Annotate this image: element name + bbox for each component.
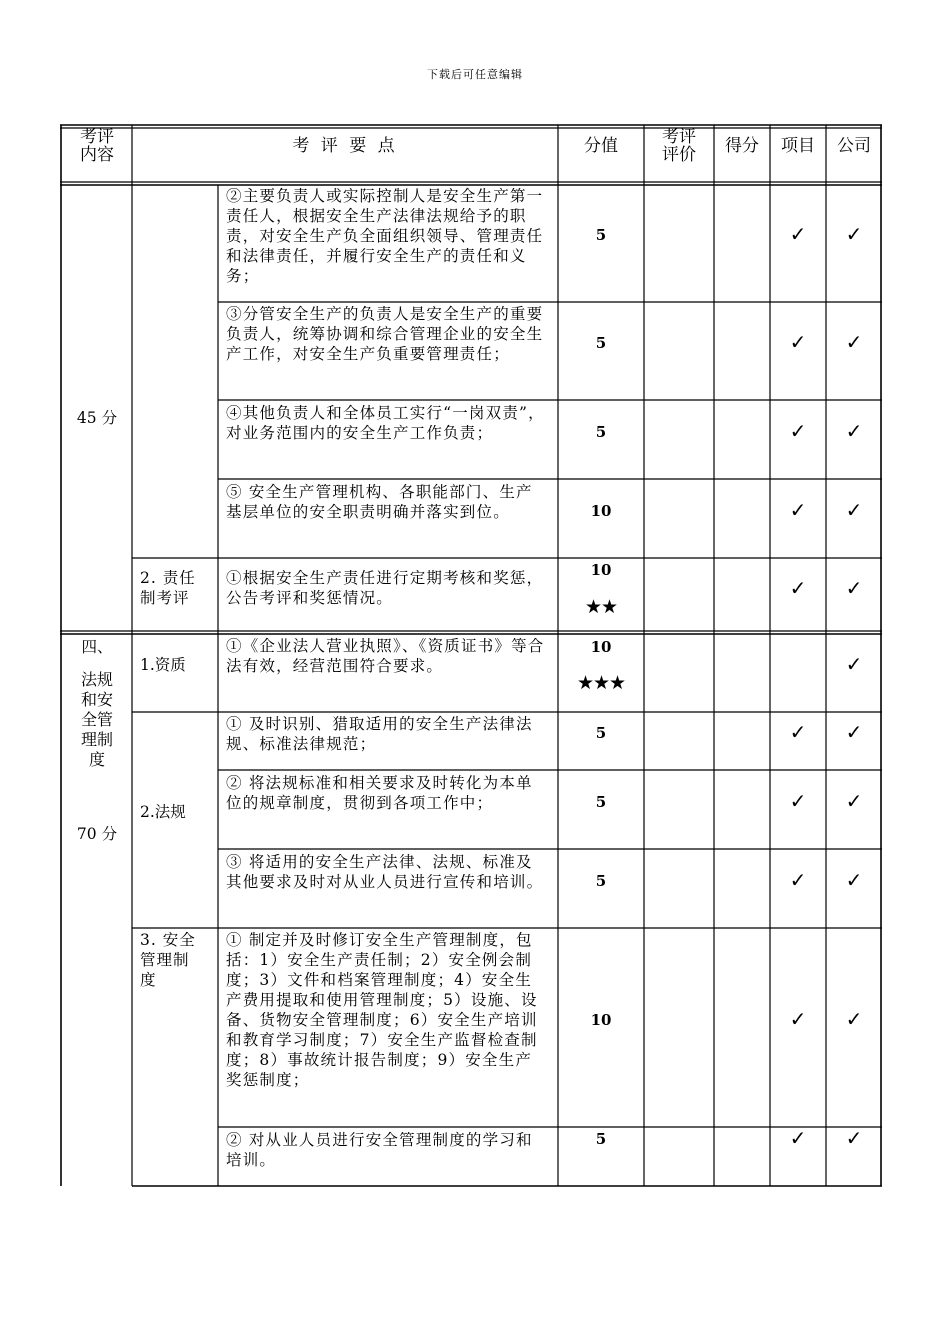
assessment-item: ③分管安全生产的负责人是安全生产的重要负责人，统筹协调和综合管理企业的安全生产工作，对安全生产负重要管理责任； [226,305,544,363]
score-value: 5 [595,226,607,244]
score-value: 5 [595,872,607,890]
assessment-item: ① 制定并及时修订安全生产管理制度，包括：1）安全生产责任制；2）安全例会制度；3）文件和档案管理制度；4）安全生产费用提取和使用管理制度；5）设施、设备、货物安全管理制度；6）安全生产培训和教育学习制度；7）安全生产监督检查制度；8）事故统计报告制度；9）安全生产奖惩制度； [226,931,538,1089]
page-header-note: 下载后可任意编辑 [427,68,523,81]
company-check-icon: ✓ [845,1007,863,1031]
company-check-icon: ✓ [845,720,863,744]
header-points-key: 考 评 要 点 [292,136,398,156]
score-value: 5 [595,1130,607,1148]
assessment-item: ①《企业法人营业执照》、《资质证书》等合法有效，经营范围符合要求。 [226,637,545,675]
score-value: 10 [590,561,612,579]
company-check-icon: ✓ [845,868,863,892]
star-rating: ★★★ [576,672,626,694]
company-check-icon: ✓ [845,498,863,522]
section-total: 70 分 [76,825,118,843]
header-content: 考评 内容 [80,127,114,165]
header-evaluation: 考评 评价 [662,127,696,165]
section-title: 四、 [81,638,113,656]
project-check-icon: ✓ [789,789,807,813]
header-score-value: 分值 [584,136,618,156]
score-value: 10 [590,502,612,520]
section-total: 45 分 [76,409,118,427]
score-value: 5 [595,793,607,811]
project-check-icon: ✓ [789,419,807,443]
star-rating: ★★ [584,596,618,618]
score-value: 5 [595,724,607,742]
project-check-icon: ✓ [789,498,807,522]
assessment-item: ② 对从业人员进行安全管理制度的学习和培训。 [226,1131,533,1169]
company-check-icon: ✓ [845,222,863,246]
subcat-qualification: 1.资质 [140,656,186,674]
project-check-icon: ✓ [789,720,807,744]
assessment-item: ③ 将适用的安全生产法律、法规、标准及其他要求及时对从业人员进行宣传和培训。 [226,853,544,891]
company-check-icon: ✓ [845,1126,863,1150]
project-check-icon: ✓ [789,222,807,246]
score-value: 5 [595,334,607,352]
score-value: 10 [590,638,612,656]
header-got-score: 得分 [725,136,759,156]
project-check-icon: ✓ [789,868,807,892]
company-check-icon: ✓ [845,652,863,676]
section-name: 法规 和安 全管 理制 度 [80,670,113,769]
header-company: 公司 [837,136,871,156]
company-check-icon: ✓ [845,789,863,813]
project-check-icon: ✓ [789,576,807,600]
assessment-item: ⑤ 安全生产管理机构、各职能部门、生产基层单位的安全职责明确并落实到位。 [226,483,533,521]
project-check-icon: ✓ [789,330,807,354]
company-check-icon: ✓ [845,576,863,600]
assessment-item: ② 将法规标准和相关要求及时转化为本单位的规章制度，贯彻到各项工作中； [226,774,533,812]
subcat-responsibility-review: 2. 责任 制考评 [140,569,196,607]
subcat-regulation: 2.法规 [140,803,186,821]
company-check-icon: ✓ [845,419,863,443]
assessment-item: ②主要负责人或实际控制人是安全生产第一责任人，根据安全生产法律法规给予的职责，对安全生产负全面组织领导、管理责任和法律责任，并履行安全生产的责任和义务； [226,187,544,285]
header-project: 项目 [781,136,815,156]
score-value: 10 [590,1011,612,1029]
assessment-item: ① 及时识别、猎取适用的安全生产法律法规、标准法律规范； [226,715,533,753]
assessment-item: ①根据安全生产责任进行定期考核和奖惩，公告考评和奖惩情况。 [226,569,544,607]
company-check-icon: ✓ [845,330,863,354]
subcat-mgmt-system: 3. 安全 管理制 度 [140,931,196,989]
project-check-icon: ✓ [789,1007,807,1031]
score-value: 5 [595,423,607,441]
assessment-item: ④其他负责人和全体员工实行“一岗双责”，对业务范围内的安全生产工作负责； [226,404,545,442]
project-check-icon: ✓ [789,1126,807,1150]
